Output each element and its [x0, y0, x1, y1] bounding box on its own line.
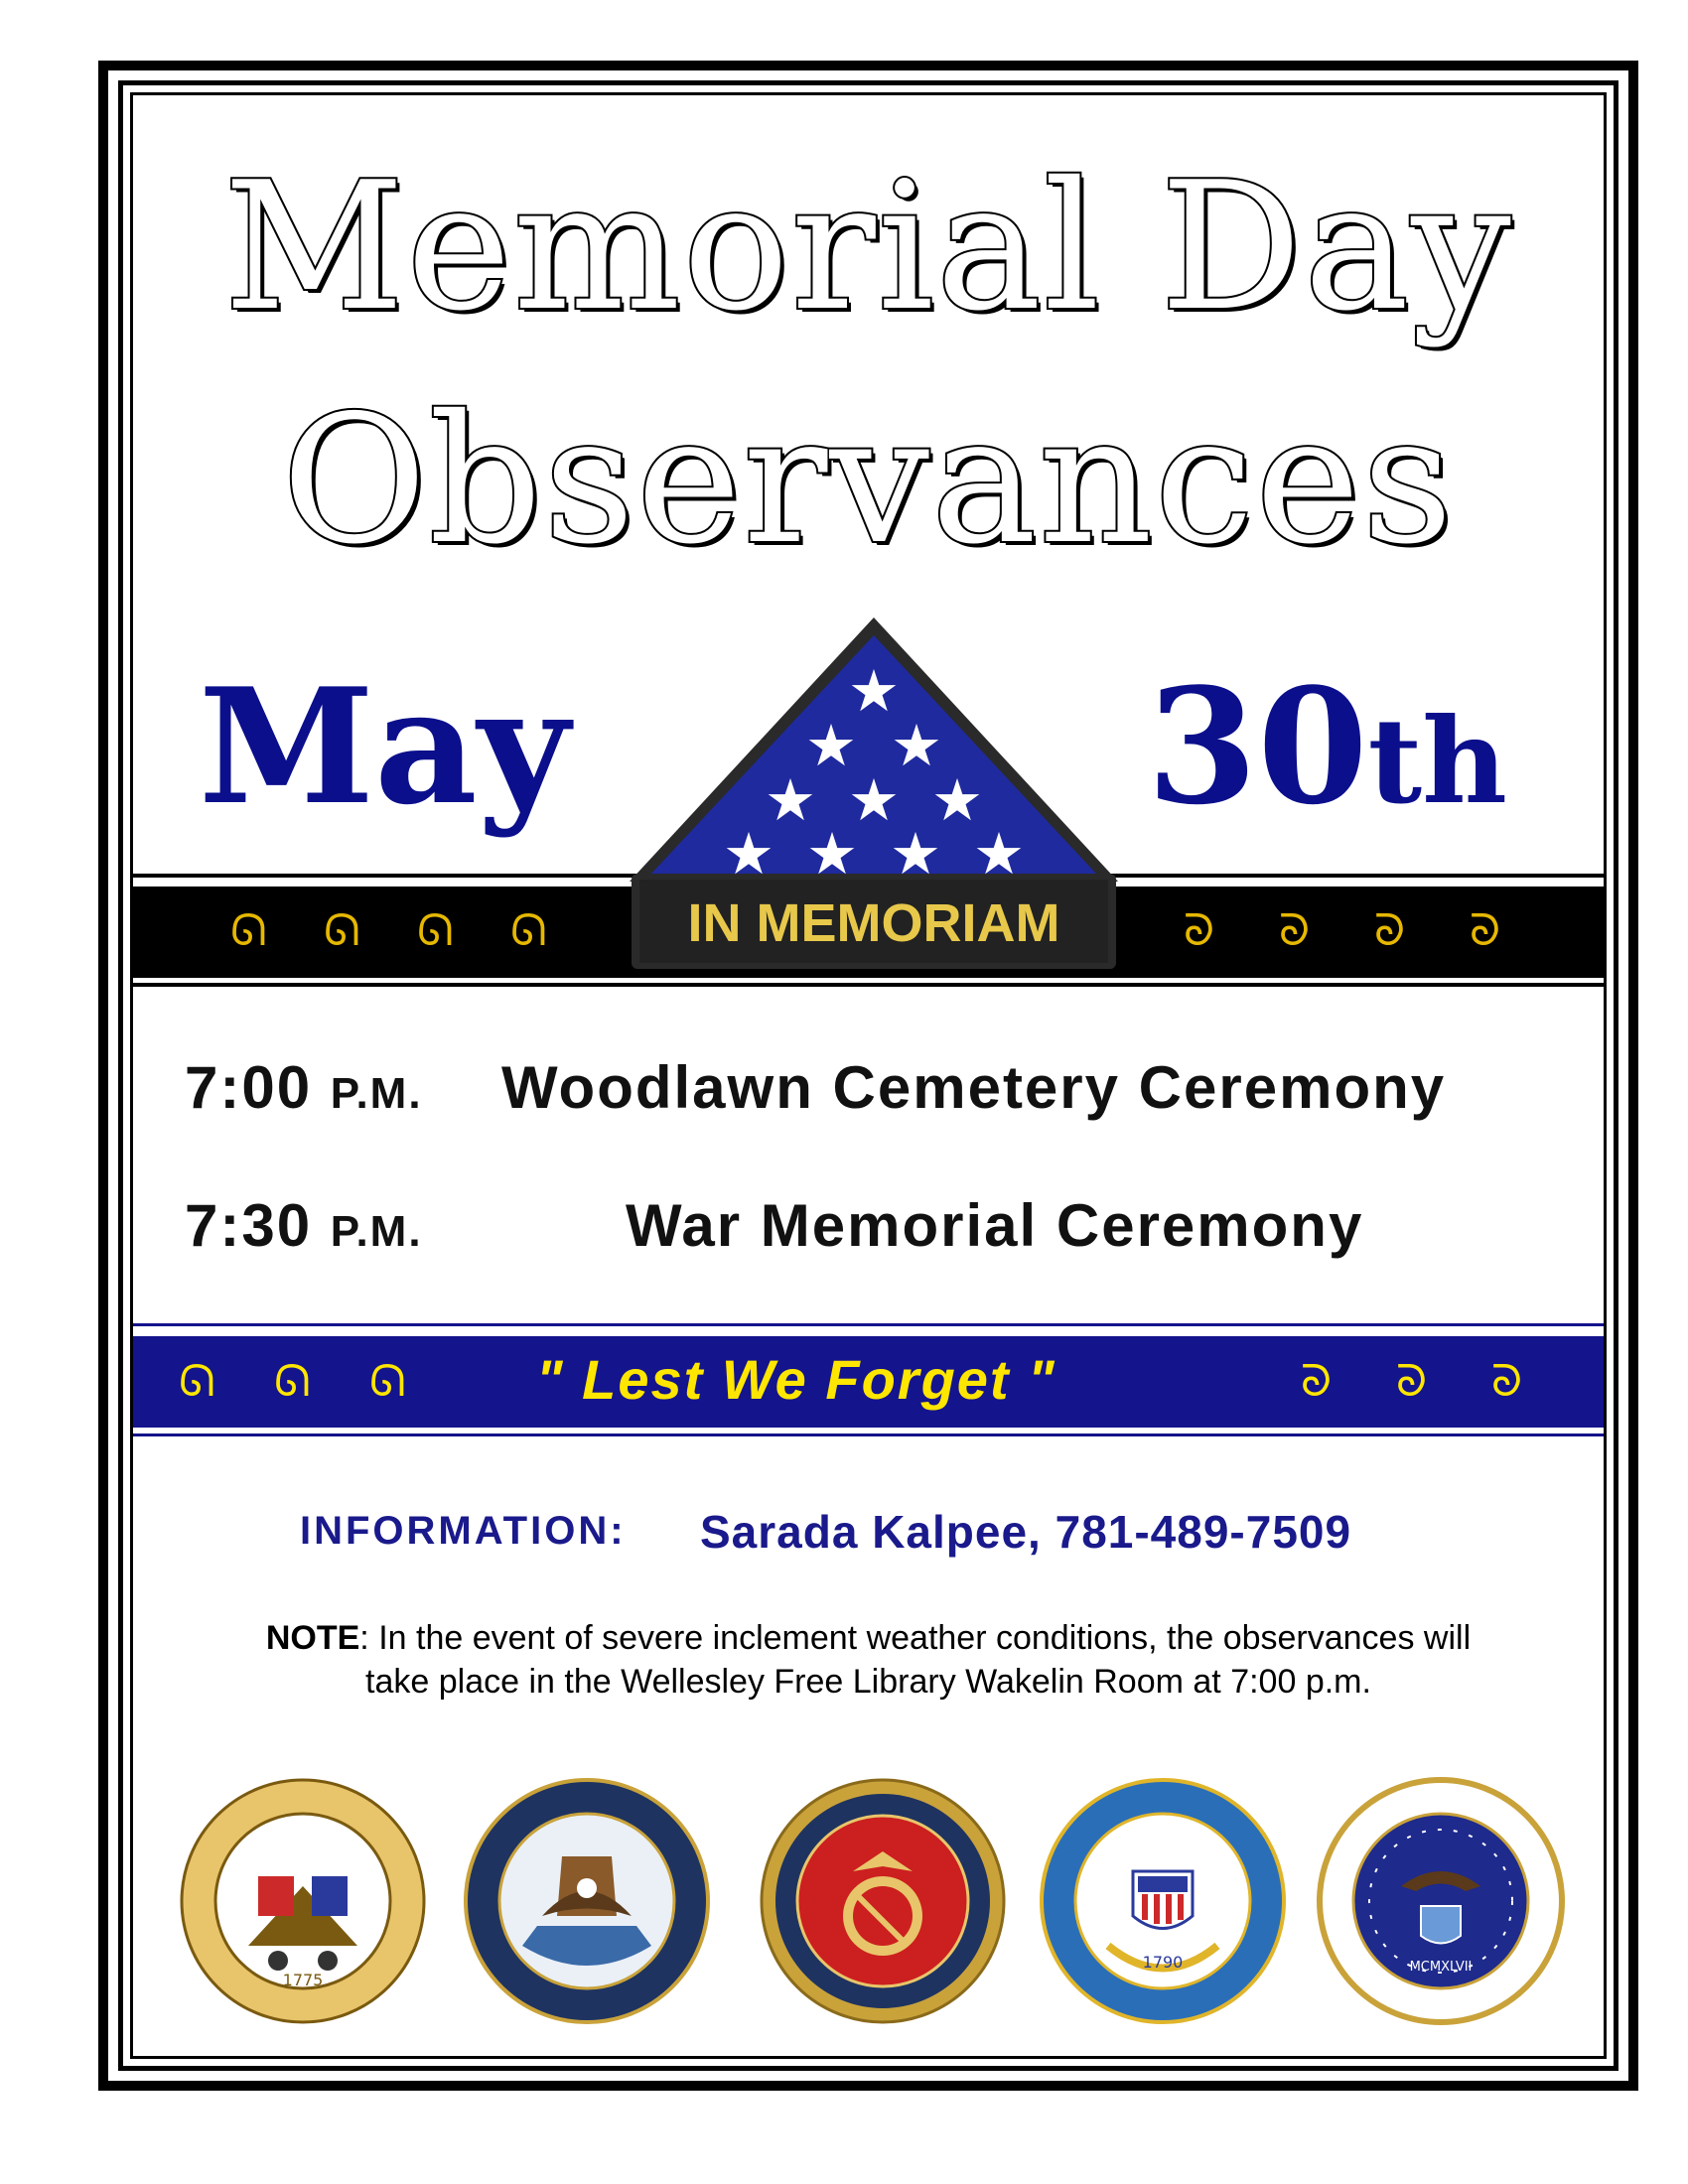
date-day — [1147, 653, 1507, 840]
ornament-left-icon: ᘏ — [179, 1356, 215, 1407]
svg-text:★: ★ — [806, 820, 858, 887]
schedule-time-2 — [185, 1192, 423, 1259]
svg-text:★: ★ — [973, 820, 1025, 887]
ornament-left-icon: ᘏ — [417, 905, 454, 956]
ornament-left-icon: ᘏ — [510, 905, 547, 956]
motto: " Lest We Forget " — [536, 1348, 1056, 1411]
ornament-left-icon: ᘏ — [324, 905, 360, 956]
information-contact: Sarada Kalpee, 781-489-7509 — [700, 1506, 1352, 1558]
ornament-right-icon: ᘐ — [1374, 905, 1405, 956]
note-text-line-2: take place in the Wellesley Free Library Wakelin Room at 7:00 p.m. — [365, 1663, 1371, 1701]
ornament-right-icon: ᘐ — [1396, 1356, 1427, 1407]
schedule-ampm: P.M. — [330, 1069, 423, 1118]
ornament-right-icon: ᘐ — [1470, 905, 1500, 956]
air-force-seal-icon — [1317, 1777, 1565, 2025]
date-day-suffix: th — [1367, 692, 1507, 830]
ornament-left-icon: ᘏ — [230, 905, 267, 956]
coast-guard-seal-year: 1790 — [1142, 1953, 1184, 1972]
svg-text:★: ★ — [890, 820, 941, 887]
svg-text:★: ★ — [805, 712, 857, 779]
title-line-2: Observances — [281, 377, 1456, 583]
navy-seal-icon — [463, 1777, 711, 2025]
marine-corps-seal-icon — [759, 1777, 1007, 2025]
svg-text:★: ★ — [848, 657, 900, 725]
note-label: NOTE — [265, 1619, 360, 1657]
ornament-right-icon: ᘐ — [1491, 1356, 1522, 1407]
schedule-event-1: Woodlawn Cemetery Ceremony — [501, 1054, 1447, 1121]
svg-text:★: ★ — [891, 712, 942, 779]
schedule-hour: 7 — [185, 1054, 220, 1121]
schedule-minutes: :00 — [219, 1054, 313, 1121]
date-day-number: 30 — [1147, 653, 1368, 840]
army-seal-year: 1775 — [282, 1971, 324, 1989]
schedule-ampm: P.M. — [330, 1207, 423, 1256]
blue-band-bottom-rule — [133, 1433, 1604, 1436]
ornament-left-icon: ᘏ — [369, 1356, 406, 1407]
note-text-line-1: : In the event of severe inclement weather conditions, the observances will — [359, 1619, 1472, 1657]
ornament-right-icon: ᘐ — [1184, 905, 1214, 956]
army-seal-icon — [179, 1777, 427, 2025]
ornament-right-icon: ᘐ — [1279, 905, 1310, 956]
patch-label: IN MEMORIAM — [687, 893, 1060, 953]
blue-band-top-rule — [133, 1323, 1604, 1326]
air-force-seal-year: MCMXLVII — [1409, 1960, 1473, 1975]
schedule-time-1 — [185, 1054, 423, 1121]
svg-text:★: ★ — [848, 766, 900, 834]
coast-guard-seal-icon — [1039, 1777, 1287, 2025]
folded-flag-patch — [626, 614, 1122, 971]
svg-text:★: ★ — [723, 820, 774, 887]
schedule-event-2: War Memorial Ceremony — [626, 1192, 1364, 1259]
black-band-bottom-rule — [133, 983, 1604, 987]
weather-note — [133, 1616, 1604, 1704]
svg-text:★: ★ — [765, 766, 816, 834]
schedule-minutes: :30 — [219, 1192, 313, 1259]
schedule-hour: 7 — [185, 1192, 220, 1259]
title-line-1: Memorial Day — [223, 144, 1513, 349]
svg-text:★: ★ — [931, 766, 983, 834]
date-month: May — [199, 653, 570, 840]
ornament-right-icon: ᘐ — [1301, 1356, 1332, 1407]
ornament-left-icon: ᘏ — [274, 1356, 311, 1407]
information-label: INFORMATION: — [300, 1509, 627, 1553]
